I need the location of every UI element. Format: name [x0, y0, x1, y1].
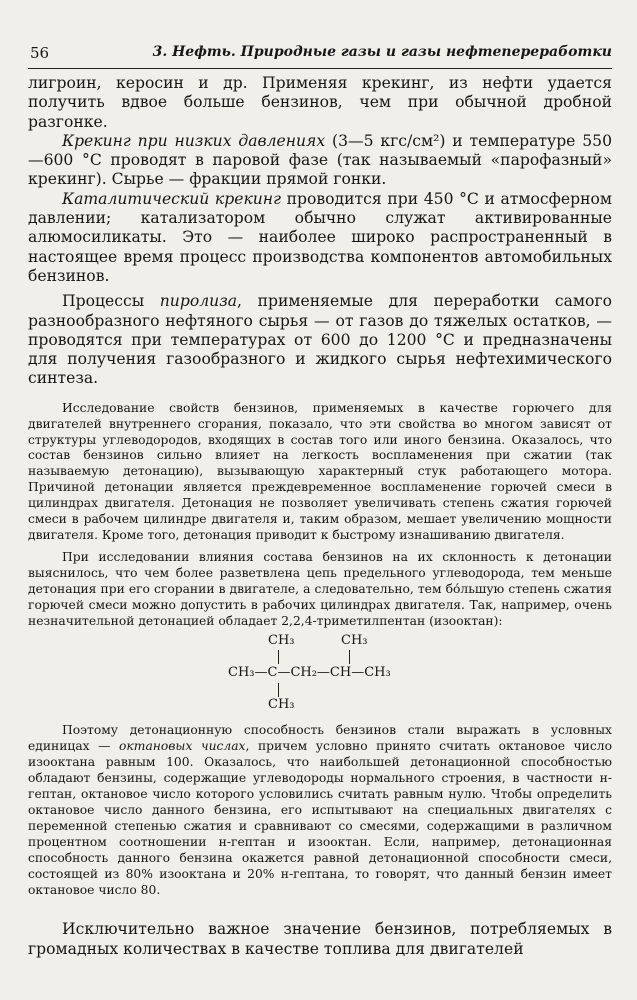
formula-top-ch3-2: CH₃: [341, 633, 368, 649]
paragraph-octane-number: [28, 723, 612, 898]
paragraph-cracking-intro: лигроин, керосин и др. Применяя крекинг, из нефти удается получить вдвое больше бензинов, чем при обычной дробной разгонке.: [28, 74, 612, 131]
page-header: [28, 44, 612, 74]
term-catalytic-cracking: Каталитический крекинг: [62, 189, 281, 208]
paragraph-catalytic-text: проводится при 450 °С и атмосферном давлении; катализатором обычно служат активированные алюмосиликаты. Это — наиболее широко распространенный в настоящее время процесс производства компонентов автомобильных бензинов.: [28, 189, 612, 285]
formula-top-ch3-1: CH₃: [268, 633, 295, 649]
formula-bond-top-1: [278, 650, 279, 664]
paragraph-pyrolysis-text: , применяемые для переработки самого разнообразного нефтяного сырья — от газов до тяжелых остатков, — проводятся при температурах от 600 до 1200 °С и предназначены для получения газообразного и жидкого сырья нефтехимического синтеза.: [28, 292, 613, 388]
paragraph-octane-text: , причем условно принято считать октановое число изооктана равным 100. Оказалось, что наибольшей детонационной способностью обладают бензины, содержащие углеводороды нормального строения, в частности н-гептан, октановое число которого условились считать равным нулю. Чтобы определить октановое число данного бензина, его испытывают на специальных двигателях с переменной степенью сжатия и сравнивают со смесями, содержащими в различном процентном соотношении н-гептан и изооктан. Если, например, детонационная способность данного бензина окажется равной детонационной способности смеси, состоящей из 80% изооктана и 20% н-гептана, то говорят, что данный бензин имеет октановое число 80.: [28, 739, 612, 897]
formula-main-chain: CH₃—C—CH₂—CH—CH₃: [228, 665, 391, 681]
paragraph-branching-effect: При исследовании влияния состава бензинов на их склонность к детонации выяснилось, что чем более разветвлена цепь предельного углеводорода, тем меньше детонация при его сгорании в двигателе, а следовательно, тем бо́льшую степень сжатия горючей смеси можно допустить в рабочих цилиндрах двигателя. Так, например, очень незначительной детонацией обладает 2,2,4-триметилпентан (изооктан):: [28, 549, 612, 628]
header-rule: [28, 68, 612, 69]
paragraph-catalytic-cracking: [28, 190, 612, 286]
term-octane-numbers: октановых числах: [119, 739, 246, 754]
paragraph-octane-prefix: Поэтому детонационную способность бензинов стали выражать в условных единицах —: [28, 723, 612, 754]
paragraph-gasoline-importance: Исключительно важное значение бензинов, потребляемых в громадных количествах в качестве топлива для двигателей: [28, 920, 612, 958]
formula-bottom-ch3: CH₃: [268, 697, 295, 713]
paragraph-gasoline-properties: Исследование свойств бензинов, применяемых в качестве горючего для двигателей внутреннего сгорания, показало, что эти свойства во многом зависят от структуры углеводородов, входящих в состав того или иного бензина. Оказалось, что состав бензинов сильно влияет на легкость воспламенения при сжатии (так называемую детонацию), вызывающую характерный стук работающего мотора. Причиной детонации является преждевременное воспламенение горючей смеси в цилиндрах двигателя. Детонация не позволяет увеличивать степень сжатия горючей смеси в рабочем цилиндре двигателя и, таким образом, мешает увеличению мощности двигателя. Кроме того, детонация приводит к быстрому изнашиванию двигателя.: [28, 400, 612, 542]
page-number: 56: [30, 44, 50, 62]
formula-bond-bottom: [278, 683, 279, 697]
running-title: 3. Нефть. Природные газы и газы нефтепереработки: [152, 44, 612, 60]
formula-bond-top-2: [349, 650, 350, 664]
isooctane-structural-formula: [28, 631, 612, 717]
paragraph-low-pressure-cracking: [28, 132, 612, 190]
term-pyrolysis: пиролиза: [159, 292, 237, 311]
term-low-pressure-cracking: Крекинг при низких давлениях: [62, 131, 326, 150]
paragraph-pyrolysis: [28, 292, 612, 388]
paragraph-low-pressure-text: (3—5 кгс/см²) и температуре 550—600 °С проводят в паровой фазе (так называемый «парофазный» крекинг). Сырье — фракции прямой гонки.: [28, 131, 612, 189]
book-page: [28, 44, 612, 959]
paragraph-pyrolysis-prefix: Процессы: [62, 292, 160, 311]
